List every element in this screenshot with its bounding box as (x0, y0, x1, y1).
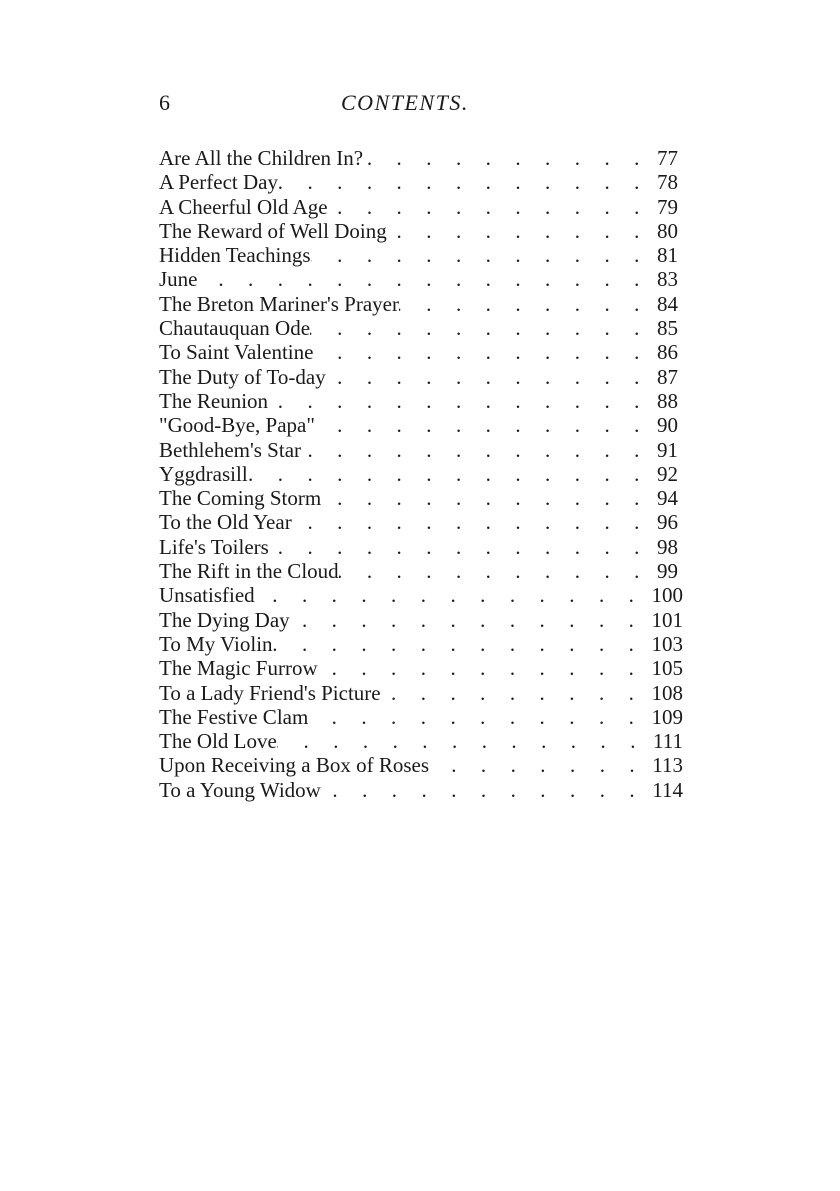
toc-entry-title: The Coming Storm (159, 486, 322, 511)
running-head: CONTENTS. (341, 90, 469, 115)
toc-entry-page: 103 (651, 631, 683, 656)
dot-leader (318, 656, 644, 680)
toc-entry-title: Yggdrasill (159, 461, 248, 486)
toc-entry-page: 108 (651, 680, 683, 705)
toc-entry-page: 84 (657, 291, 678, 316)
toc-entry-title: The Breton Mariner's Prayer (159, 291, 399, 316)
toc-entry-title: Life's Toilers (159, 534, 269, 559)
toc-entry-page: 105 (651, 656, 683, 681)
dot-leader (381, 681, 644, 705)
toc-entry (159, 535, 683, 559)
toc-entry-title: To Saint Valentine (159, 340, 314, 365)
dot-leader (198, 267, 650, 291)
dot-leader (310, 316, 649, 340)
toc-entry-page: 109 (651, 704, 683, 729)
toc-entry-title: Chautauquan Ode (159, 316, 311, 341)
toc-entry (159, 608, 683, 632)
toc-entry-page: 83 (657, 267, 678, 292)
toc-entry-title: To the Old Year (159, 510, 292, 535)
toc-entry (159, 413, 683, 437)
toc-entry-page: 88 (657, 388, 678, 413)
toc-entry (159, 705, 683, 729)
dot-leader (328, 195, 649, 219)
toc-entry-title: "Good-Bye, Papa" (159, 413, 315, 438)
dot-leader (321, 486, 649, 510)
toc-entry-page: 99 (657, 559, 678, 584)
toc-entry (159, 243, 683, 267)
toc-entry-page: 85 (657, 316, 678, 341)
toc-entry-page: 90 (657, 413, 678, 438)
toc-entry (159, 316, 683, 340)
dot-leader (315, 413, 649, 437)
toc-entry-page: 113 (652, 753, 683, 778)
toc-entry (159, 656, 683, 680)
toc-entry-title: The Old Love (159, 729, 277, 754)
dot-leader (387, 219, 649, 243)
toc-entry-page: 86 (657, 340, 678, 365)
dot-leader (278, 170, 649, 194)
dot-leader (429, 753, 644, 777)
toc-entry-page: 111 (653, 729, 683, 754)
toc-entry (159, 462, 683, 486)
toc-entry (159, 632, 683, 656)
dot-leader (308, 705, 643, 729)
toc-entry (159, 170, 683, 194)
toc-entry-title: The Festive Clam (159, 704, 309, 729)
dot-leader (321, 778, 644, 802)
dot-leader (277, 729, 645, 753)
dot-leader (268, 389, 649, 413)
toc-entry (159, 365, 683, 389)
toc-entry-title: To a Lady Friend's Picture (159, 680, 381, 705)
toc-entry-page: 87 (657, 364, 678, 389)
toc-entry-title: The Duty of To-day (159, 364, 326, 389)
toc-entry (159, 681, 683, 705)
toc-entry (159, 292, 683, 316)
toc-entry (159, 389, 683, 413)
toc-entry-title: Bethlehem's Star (159, 437, 302, 462)
toc-entry (159, 146, 683, 170)
toc-entry (159, 753, 683, 777)
toc-entry-page: 98 (657, 534, 678, 559)
toc-entry-page: 114 (652, 777, 683, 802)
table-of-contents (159, 146, 683, 802)
toc-entry-title: The Rift in the Cloud (159, 559, 339, 584)
dot-leader (326, 365, 649, 389)
dot-leader (311, 243, 649, 267)
dot-leader (339, 559, 649, 583)
toc-entry-title: Are All the Children In? (159, 146, 364, 170)
toc-entry-page: 96 (657, 510, 678, 535)
toc-entry-title: Hidden Teachings (159, 243, 311, 268)
toc-entry (159, 778, 683, 802)
toc-entry-page: 100 (651, 583, 683, 608)
toc-entry (159, 195, 683, 219)
dot-leader (290, 608, 644, 632)
toc-entry-page: 91 (657, 437, 678, 462)
dot-leader (292, 510, 649, 534)
toc-entry (159, 510, 683, 534)
toc-entry (159, 267, 683, 291)
toc-entry-page: 81 (657, 243, 678, 268)
toc-entry-page: 92 (657, 461, 678, 486)
toc-entry-title: The Dying Day (159, 607, 290, 632)
toc-entry-title: The Reunion (159, 388, 269, 413)
toc-entry-page: 94 (657, 486, 678, 511)
dot-leader (313, 340, 649, 364)
toc-entry-page: 78 (657, 170, 678, 195)
page-number: 6 (159, 90, 170, 115)
toc-entry-title: A Perfect Day (159, 170, 278, 195)
toc-entry (159, 729, 683, 753)
toc-entry (159, 559, 683, 583)
toc-entry-title: The Reward of Well Doing (159, 218, 387, 243)
dot-leader (273, 632, 644, 656)
dot-leader (248, 462, 649, 486)
dot-leader (301, 438, 649, 462)
toc-entry-page: 80 (657, 218, 678, 243)
toc-entry (159, 583, 683, 607)
toc-entry-title: A Cheerful Old Age (159, 194, 328, 219)
toc-entry (159, 340, 683, 364)
toc-entry-page: 77 (657, 146, 678, 170)
toc-entry-title: Unsatisfied (159, 583, 255, 608)
toc-entry-title: June (159, 267, 198, 292)
toc-entry-page: 79 (657, 194, 678, 219)
toc-entry (159, 486, 683, 510)
toc-entry-page: 101 (651, 607, 683, 632)
dot-leader (399, 292, 649, 316)
toc-entry-title: Upon Receiving a Box of Roses (159, 753, 430, 778)
toc-entry-title: To My Violin (159, 631, 273, 656)
toc-entry-title: To a Young Widow (159, 777, 321, 802)
toc-entry (159, 219, 683, 243)
dot-leader (255, 583, 644, 607)
dot-leader (363, 146, 649, 170)
toc-entry (159, 438, 683, 462)
toc-entry-title: The Magic Furrow (159, 656, 318, 681)
dot-leader (269, 535, 649, 559)
